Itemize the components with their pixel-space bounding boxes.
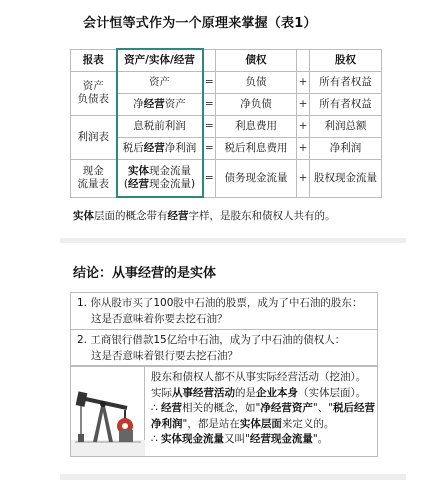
cell-asset: 净经营资产	[117, 93, 203, 115]
table-row	[71, 159, 382, 197]
explanation-box	[70, 365, 378, 457]
header-blank	[297, 49, 310, 71]
cell-debt: 净负债	[216, 93, 297, 115]
cell-asset: 税后经营净利润	[117, 137, 203, 159]
table-row	[71, 71, 382, 93]
header-asset: 资产/实体/经营	[117, 49, 203, 71]
question-2: 2. 工商银行借款15亿给中石油，成为了中石油的债权人： 这是否意味着银行要去挖石油？	[70, 329, 378, 367]
plus-sign: +	[297, 115, 310, 137]
equals-sign: =	[203, 115, 216, 137]
cell-debt: 利息费用	[216, 115, 297, 137]
section-divider	[60, 474, 406, 480]
header-debt: 债权	[216, 49, 297, 71]
plus-sign: +	[297, 159, 310, 197]
question-1: 1. 你从股市买了100股中石油的股票，成为了中石油的股东： 这是否意味着你要去挖石油？	[70, 292, 378, 330]
header-statement: 报表	[71, 49, 117, 71]
equals-sign: =	[203, 71, 216, 93]
cell-asset: 实体现金流量 (经营现金流量)	[117, 159, 203, 197]
explanation-text: 股东和债权人都不从事实际经营活动（挖油）。 实际从事经营活动的是企业本身（实体层面）。 ∴ 经营相关的概念，如"净经营资产"、"税后经营净利润"，都是站在实体层面来定义的。 ∴ 实体现金流量又叫"经营现金流量"。	[151, 371, 376, 445]
cell-equity: 净利润	[310, 137, 382, 159]
conclusion-title: 结论：从事经营的是实体	[73, 266, 217, 281]
cell-equity: 所有者权益	[310, 93, 382, 115]
oil-pump-jack-icon	[71, 366, 145, 456]
row-label-balance-sheet: 资产 负债表	[71, 71, 117, 115]
header-blank	[203, 49, 216, 71]
table-row	[71, 115, 382, 137]
equals-sign: =	[203, 93, 216, 115]
table-row	[71, 93, 382, 115]
cell-asset: 资产	[117, 71, 203, 93]
page-title: 会计恒等式作为一个原理来掌握（表1）	[83, 16, 317, 31]
cell-debt: 债务现金流量	[216, 159, 297, 197]
plus-sign: +	[297, 93, 310, 115]
cell-equity: 所有者权益	[310, 71, 382, 93]
cell-equity: 利润总额	[310, 115, 382, 137]
cell-equity: 股权现金流量	[310, 159, 382, 197]
accounting-identity-table	[70, 48, 382, 198]
cell-debt: 负债	[216, 71, 297, 93]
table-note: 实体层面的概念带有经营字样，是股东和债权人共有的。	[73, 210, 336, 222]
cell-debt: 税后利息费用	[216, 137, 297, 159]
section-divider	[60, 238, 406, 243]
cell-asset: 息税前利润	[117, 115, 203, 137]
header-equity: 股权	[310, 49, 382, 71]
table-header-row	[71, 49, 382, 71]
row-label-cash-flow: 现金 流量表	[71, 159, 117, 197]
equals-sign: =	[203, 137, 216, 159]
equals-sign: =	[203, 159, 216, 197]
plus-sign: +	[297, 137, 310, 159]
row-label-income-statement: 利润表	[71, 115, 117, 159]
plus-sign: +	[297, 71, 310, 93]
table-row	[71, 137, 382, 159]
